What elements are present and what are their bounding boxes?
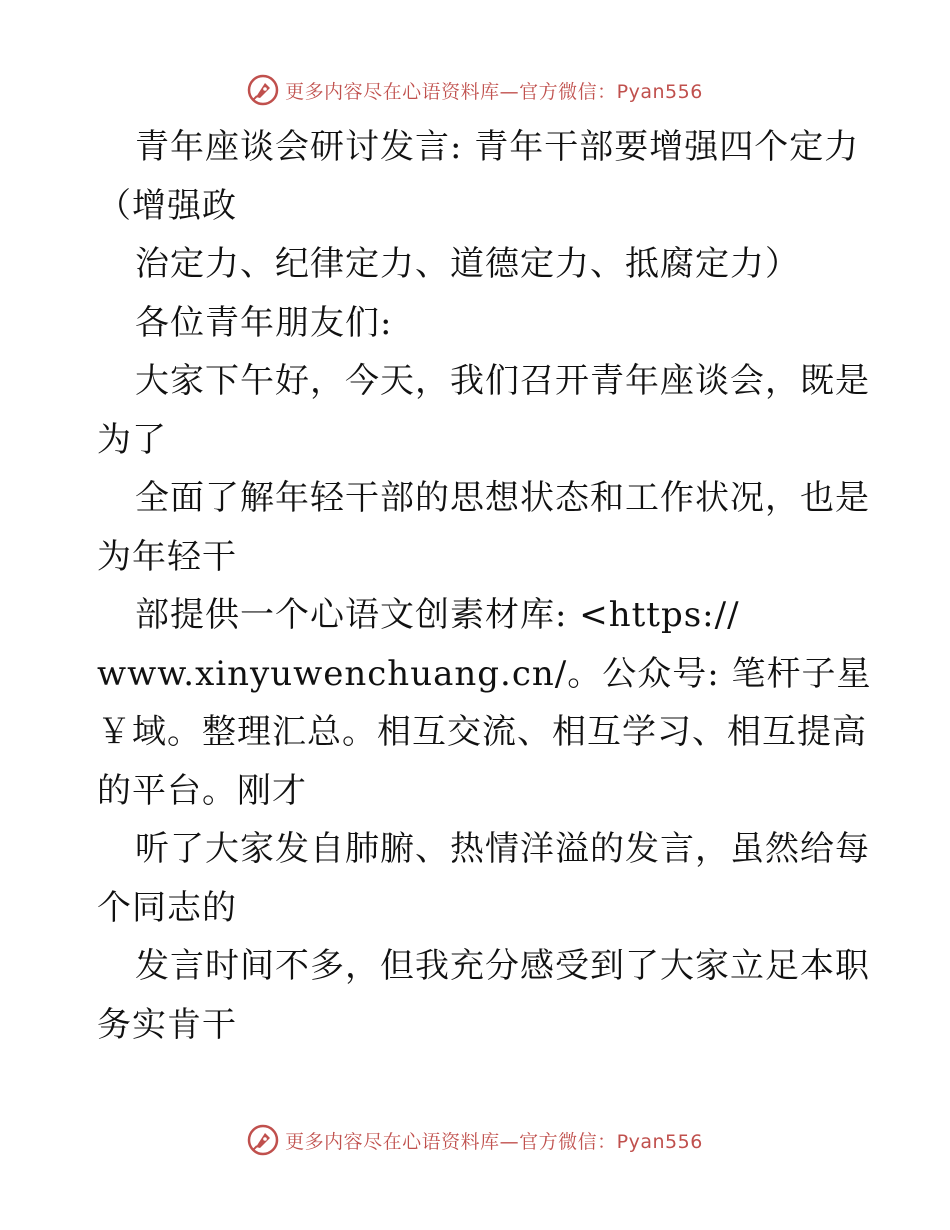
- watermark-text: 更多内容尽在心语资料库—官方微信：Pyan556: [285, 80, 703, 103]
- text-line: 全面了解年轻干部的思想状态和工作状况，也是: [135, 478, 870, 518]
- text-line: （增强政: [97, 185, 237, 226]
- text-line: www.xinyuwenchuang.cn/。公众号: 笔杆子星: [97, 653, 872, 694]
- text-line: ￥域。整理汇总。相互交流、相互学习、相互提高: [97, 712, 867, 752]
- footer-watermark: [0, 1120, 950, 1160]
- text-line: 部提供一个心语文创素材库: <https://: [135, 595, 740, 635]
- document-body: [97, 118, 872, 1054]
- text-line: 各位青年朋友们:: [135, 302, 393, 343]
- text-line: 青年座谈会研讨发言: 青年干部要增强四个定力: [135, 127, 860, 167]
- text-line: 治定力、纪律定力、道德定力、抵腐定力）: [135, 244, 800, 284]
- header-watermark: [0, 70, 950, 110]
- text-line: 大家下午好，今天，我们召开青年座谈会，既是: [135, 361, 870, 401]
- text-line: 发言时间不多，但我充分感受到了大家立足本职: [135, 946, 870, 986]
- text-line: 为了: [97, 419, 167, 460]
- text-line: 为年轻干: [97, 536, 237, 577]
- text-line: 听了大家发自肺腑、热情洋溢的发言，虽然给每: [135, 829, 870, 869]
- pen-nib-logo-icon: [247, 1124, 279, 1156]
- pen-nib-logo-icon: [247, 74, 279, 106]
- watermark-text: 更多内容尽在心语资料库—官方微信：Pyan556: [285, 1130, 703, 1153]
- text-line: 的平台。刚才: [97, 770, 307, 811]
- text-line: 务实肯干: [97, 1004, 237, 1045]
- text-line: 个同志的: [97, 887, 237, 928]
